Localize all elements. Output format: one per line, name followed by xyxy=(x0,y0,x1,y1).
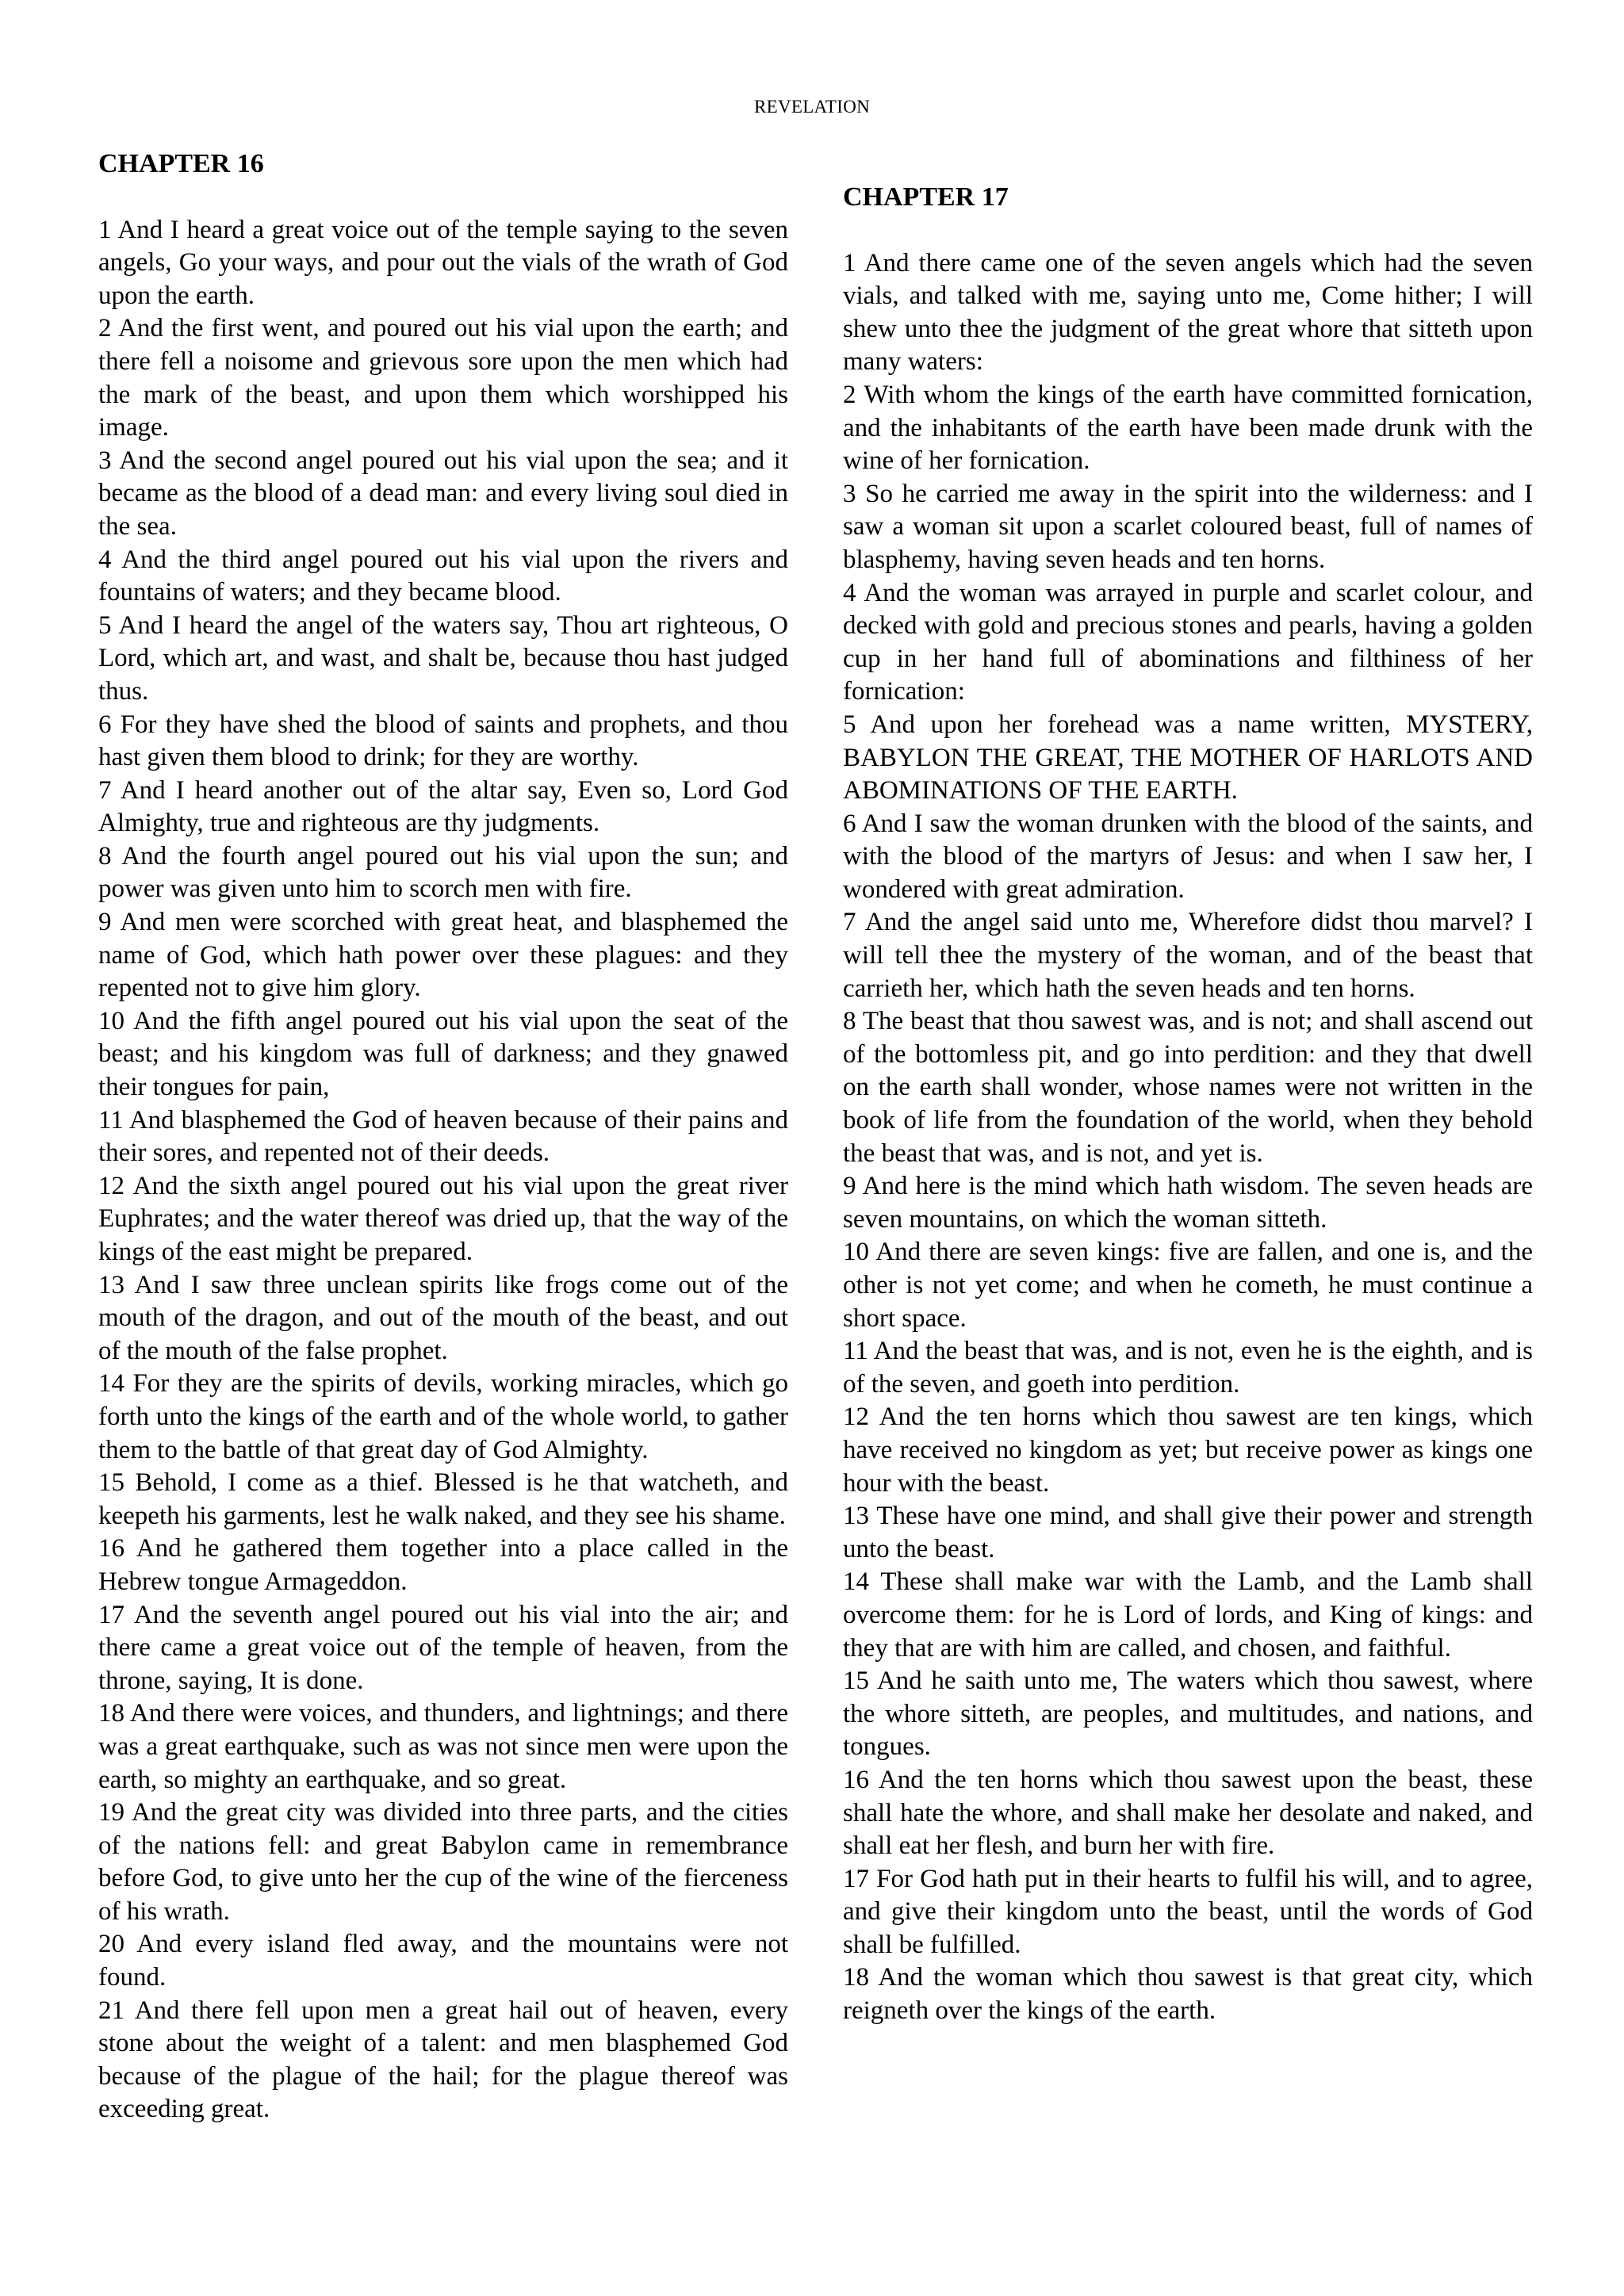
verse-16-14: 14 For they are the spirits of devils, working miracles, which go forth unto the kings of the earth and of the whole world, to gather them to the battle of that great day of God Almighty. xyxy=(98,1369,788,1464)
verse-17-1: 1 And there came one of the seven angels which had the seven vials, and talked with me, saying unto me, Come hither; I will shew unto thee the judgment of the great whore that sitteth upon many waters: xyxy=(843,248,1533,377)
running-head: REVELATION xyxy=(753,97,871,117)
chapter-gap xyxy=(843,143,1533,176)
verse-16-21: 21 And there fell upon men a great hail out of heaven, every stone about the weight of a talent: and men blasphemed God because of the plague of the hail; for the plague thereof was exceeding great. xyxy=(98,1996,788,2124)
verse-16-1: 1 And I heard a great voice out of the temple saying to the seven angels, Go your ways, and pour out the vials of the wrath of God upon the earth. xyxy=(98,215,788,310)
verse-16-19: 19 And the great city was divided into three parts, and the cities of the nations fell: and great Babylon came in remembrance before God, to give unto her the cup of the wine of the fierceness of his wrath. xyxy=(98,1798,788,1926)
verse-16-12: 12 And the sixth angel poured out his vial upon the great river Euphrates; and the water thereof was dried up, that the way of the kings of the east might be prepared. xyxy=(98,1171,788,1266)
chapter-16-heading: CHAPTER 16 xyxy=(98,149,264,178)
verse-17-10: 10 And there are seven kings: five are fallen, and one is, and the other is not yet come; and when he cometh, he must continue a short space. xyxy=(843,1238,1533,1333)
verse-16-11: 11 And blasphemed the God of heaven because of their pains and their sores, and repented not of their deeds. xyxy=(98,1105,788,1168)
verse-16-4: 4 And the third angel poured out his vial upon the rivers and fountains of waters; and they became blood. xyxy=(98,545,788,607)
verse-17-5: 5 And upon her forehead was a name written, MYSTERY, BABYLON THE GREAT, THE MOTHER OF HARLOTS AND ABOMINATIONS OF THE EARTH. xyxy=(843,710,1533,806)
verse-16-2: 2 And the first went, and poured out his vial upon the earth; and there fell a noisome and grievous sore upon the men which had the mark of the beast, and upon them which worshipped his image. xyxy=(98,314,788,442)
verse-17-18: 18 And the woman which thou sawest is that great city, which reigneth over the kings of the earth. xyxy=(843,1963,1533,2026)
verse-16-15: 15 Behold, I come as a thief. Blessed is he that watcheth, and keepeth his garments, lest he walk naked, and they see his shame. xyxy=(98,1468,788,1530)
verse-17-7: 7 And the angel said unto me, Wherefore didst thou marvel? I will tell thee the mystery of the woman, and of the beast that carrieth her, which hath the seven heads and ten horns. xyxy=(843,908,1533,1003)
verse-16-10: 10 And the fifth angel poured out his vial upon the seat of the beast; and his kingdom was full of darkness; and they gnawed their tongues for pain, xyxy=(98,1006,788,1102)
heading-gap xyxy=(843,214,1533,247)
verse-16-8: 8 And the fourth angel poured out his vial upon the sun; and power was given unto him to scorch men with fire. xyxy=(98,841,788,904)
verse-17-12: 12 And the ten horns which thou sawest are ten kings, which have received no kingdom as yet; but receive power as kings one hour with the beast. xyxy=(843,1402,1533,1498)
verse-17-9: 9 And here is the mind which hath wisdom. The seven heads are seven mountains, on which the woman sitteth. xyxy=(843,1172,1533,1234)
verse-17-17: 17 For God hath put in their hearts to fulfil his will, and to agree, and give their kingdom unto the beast, until the words of God shall be fulfilled. xyxy=(843,1864,1533,1959)
verse-17-11: 11 And the beast that was, and is not, even he is the eighth, and is of the seven, and goeth into perdition. xyxy=(843,1337,1533,1399)
verse-17-13: 13 These have one mind, and shall give their power and strength unto the beast. xyxy=(843,1502,1533,1563)
verse-16-16: 16 And he gathered them together into a place called in the Hebrew tongue Armageddon. xyxy=(98,1534,788,1596)
verse-17-2: 2 With whom the kings of the earth have committed fornication, and the inhabitants of the earth have been made drunk with the wine of her fornication. xyxy=(843,380,1533,476)
verse-16-17: 17 And the seventh angel poured out his vial into the air; and there came a great voice out of the temple of heaven, from the throne, saying, It is done. xyxy=(98,1600,788,1695)
verse-17-14: 14 These shall make war with the Lamb, and the Lamb shall overcome them: for he is Lord of lords, and King of kings: and they that are with him are called, and chosen, and faithful. xyxy=(843,1567,1533,1663)
right-column xyxy=(843,143,1533,2028)
left-column xyxy=(98,143,788,2126)
verse-17-15: 15 And he saith unto me, The waters which thou sawest, where the whore sitteth, are peoples, and multitudes, and nations, and tongues. xyxy=(843,1667,1533,1762)
verse-16-5: 5 And I heard the angel of the waters say, Thou art righteous, O Lord, which art, and wast, and shalt be, because thou hast judged thus. xyxy=(98,610,788,706)
heading-gap xyxy=(98,181,788,214)
verse-17-4: 4 And the woman was arrayed in purple and scarlet colour, and decked with gold and precious stones and pearls, having a golden cup in her hand full of abominations and filthiness of her fornication: xyxy=(843,578,1533,706)
verse-16-18: 18 And there were voices, and thunders, and lightnings; and there was a great earthquake, such as was not since men were upon the earth, so mighty an earthquake, and so great. xyxy=(98,1699,788,1794)
verse-16-20: 20 And every island fled away, and the mountains were not found. xyxy=(98,1930,788,1992)
verse-17-8: 8 The beast that thou sawest was, and is not; and shall ascend out of the bottomless pit, and go into perdition: and they that dwell on the earth shall wonder, whose names were not written in the book of life from the foundation of the world, when they behold the beast that was, and is not, and yet is. xyxy=(843,1007,1533,1168)
verse-16-6: 6 For they have shed the blood of saints and prophets, and thou hast given them blood to drink; for they are worthy. xyxy=(98,710,788,772)
verse-17-6: 6 And I saw the woman drunken with the blood of the saints, and with the blood of the martyrs of Jesus: and when I saw her, I wondered with great admiration. xyxy=(843,809,1533,904)
verse-16-13: 13 And I saw three unclean spirits like frogs come out of the mouth of the dragon, and out of the mouth of the beast, and out of the mouth of the false prophet. xyxy=(98,1270,788,1365)
verse-16-7: 7 And I heard another out of the altar say, Even so, Lord God Almighty, true and righteous are thy judgments. xyxy=(98,775,788,838)
verse-17-3: 3 So he carried me away in the spirit into the wilderness: and I saw a woman sit upon a scarlet coloured beast, full of names of blasphemy, having seven heads and ten horns. xyxy=(843,479,1533,574)
chapter-17-heading: CHAPTER 17 xyxy=(843,182,1009,212)
verse-17-16: 16 And the ten horns which thou sawest upon the beast, these shall hate the whore, and shall make her desolate and naked, and shall eat her flesh, and burn her with fire. xyxy=(843,1765,1533,1861)
verse-16-9: 9 And men were scorched with great heat, and blasphemed the name of God, which hath power over these plagues: and they repented not to give him glory. xyxy=(98,908,788,1003)
verse-16-3: 3 And the second angel poured out his vial upon the sea; and it became as the blood of a dead man: and every living soul died in the sea. xyxy=(98,446,788,541)
